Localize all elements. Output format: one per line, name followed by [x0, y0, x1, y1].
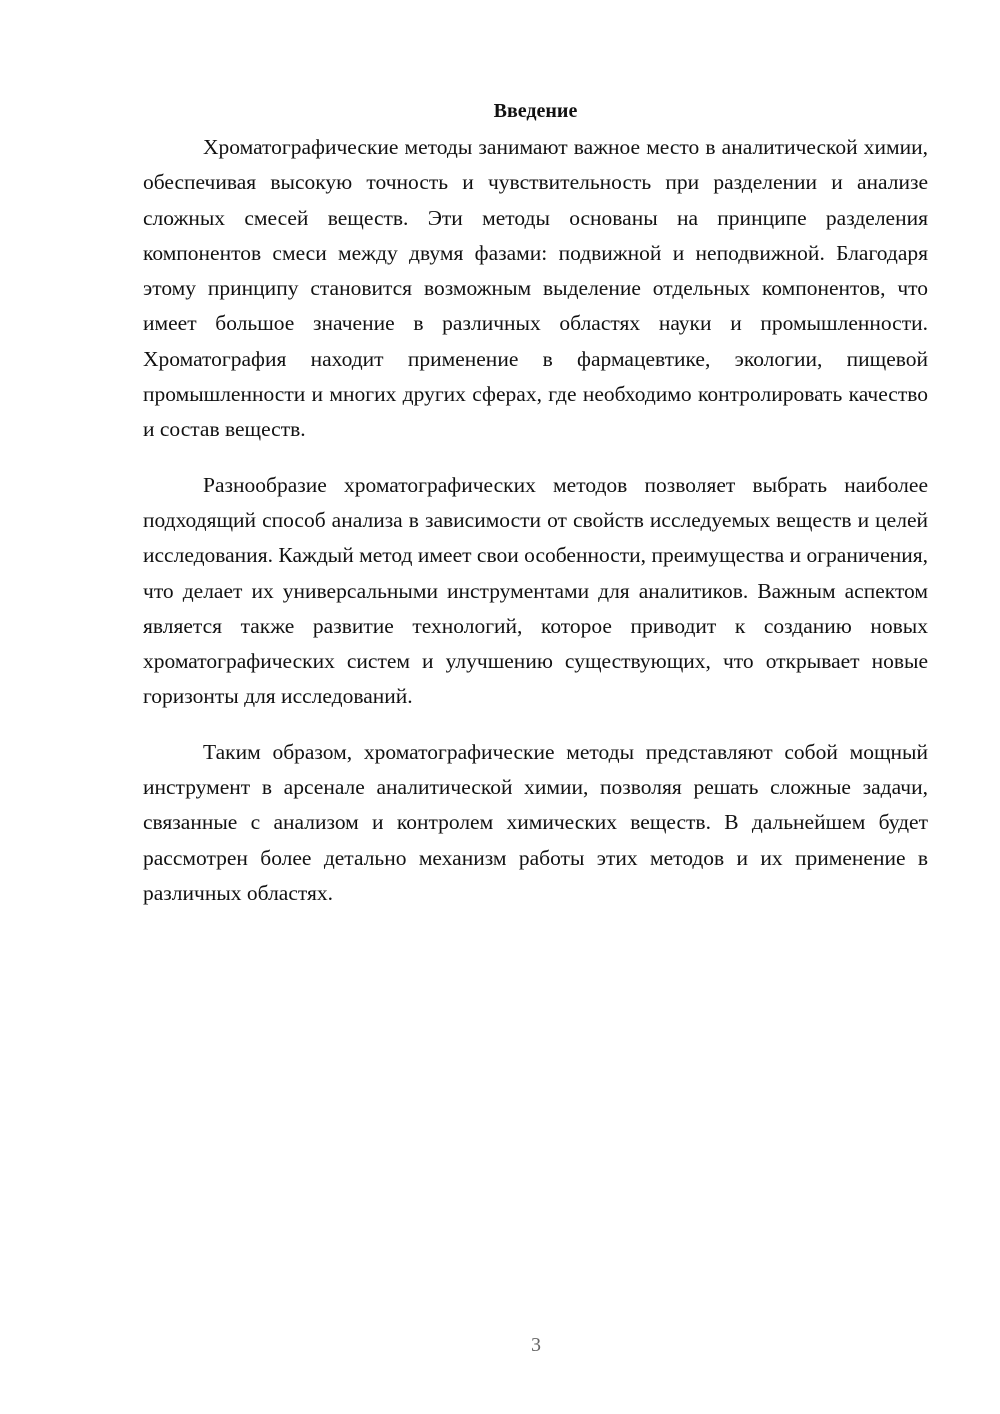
- page-number: 3: [531, 1334, 541, 1356]
- section-title: Введение: [493, 100, 578, 122]
- page-content: [143, 96, 928, 911]
- paragraph-1: Хроматографические методы занимают важное место в аналитической химии, обеспечивая высокую точность и чувствительность при разделении и анализе сложных смесей веществ. Эти методы основаны на принципе разделения компонентов смеси между двумя фазами: подвижной и неподвижной. Благодаря этому принципу становится возможным выделение отдельных компонентов, что имеет большое значение в различных областях науки и промышленности. Хроматография находит применение в фармацевтике, экологии, пищевой промышленности и многих других сферах, где необходимо контролировать качество и состав веществ.: [143, 135, 928, 442]
- paragraph-2: Разнообразие хроматографических методов позволяет выбрать наиболее подходящий способ анализа в зависимости от свойств исследуемых веществ и целей исследования. Каждый метод имеет свои особенности, преимущества и ограничения, что делает их универсальными инструментами для аналитиков. Важным аспектом является также развитие технологий, которое приводит к созданию новых хроматографических систем и улучшению существующих, что открывает новые горизонты для исследований.: [143, 472, 928, 709]
- paragraph-3: Таким образом, хроматографические методы представляют собой мощный инструмент в арсенале аналитической химии, позволяя решать сложные задачи, связанные с анализом и контролем химических веществ. В дальнейшем будет рассмотрен более детально механизм работы этих методов и их применение в различных областях.: [143, 739, 928, 905]
